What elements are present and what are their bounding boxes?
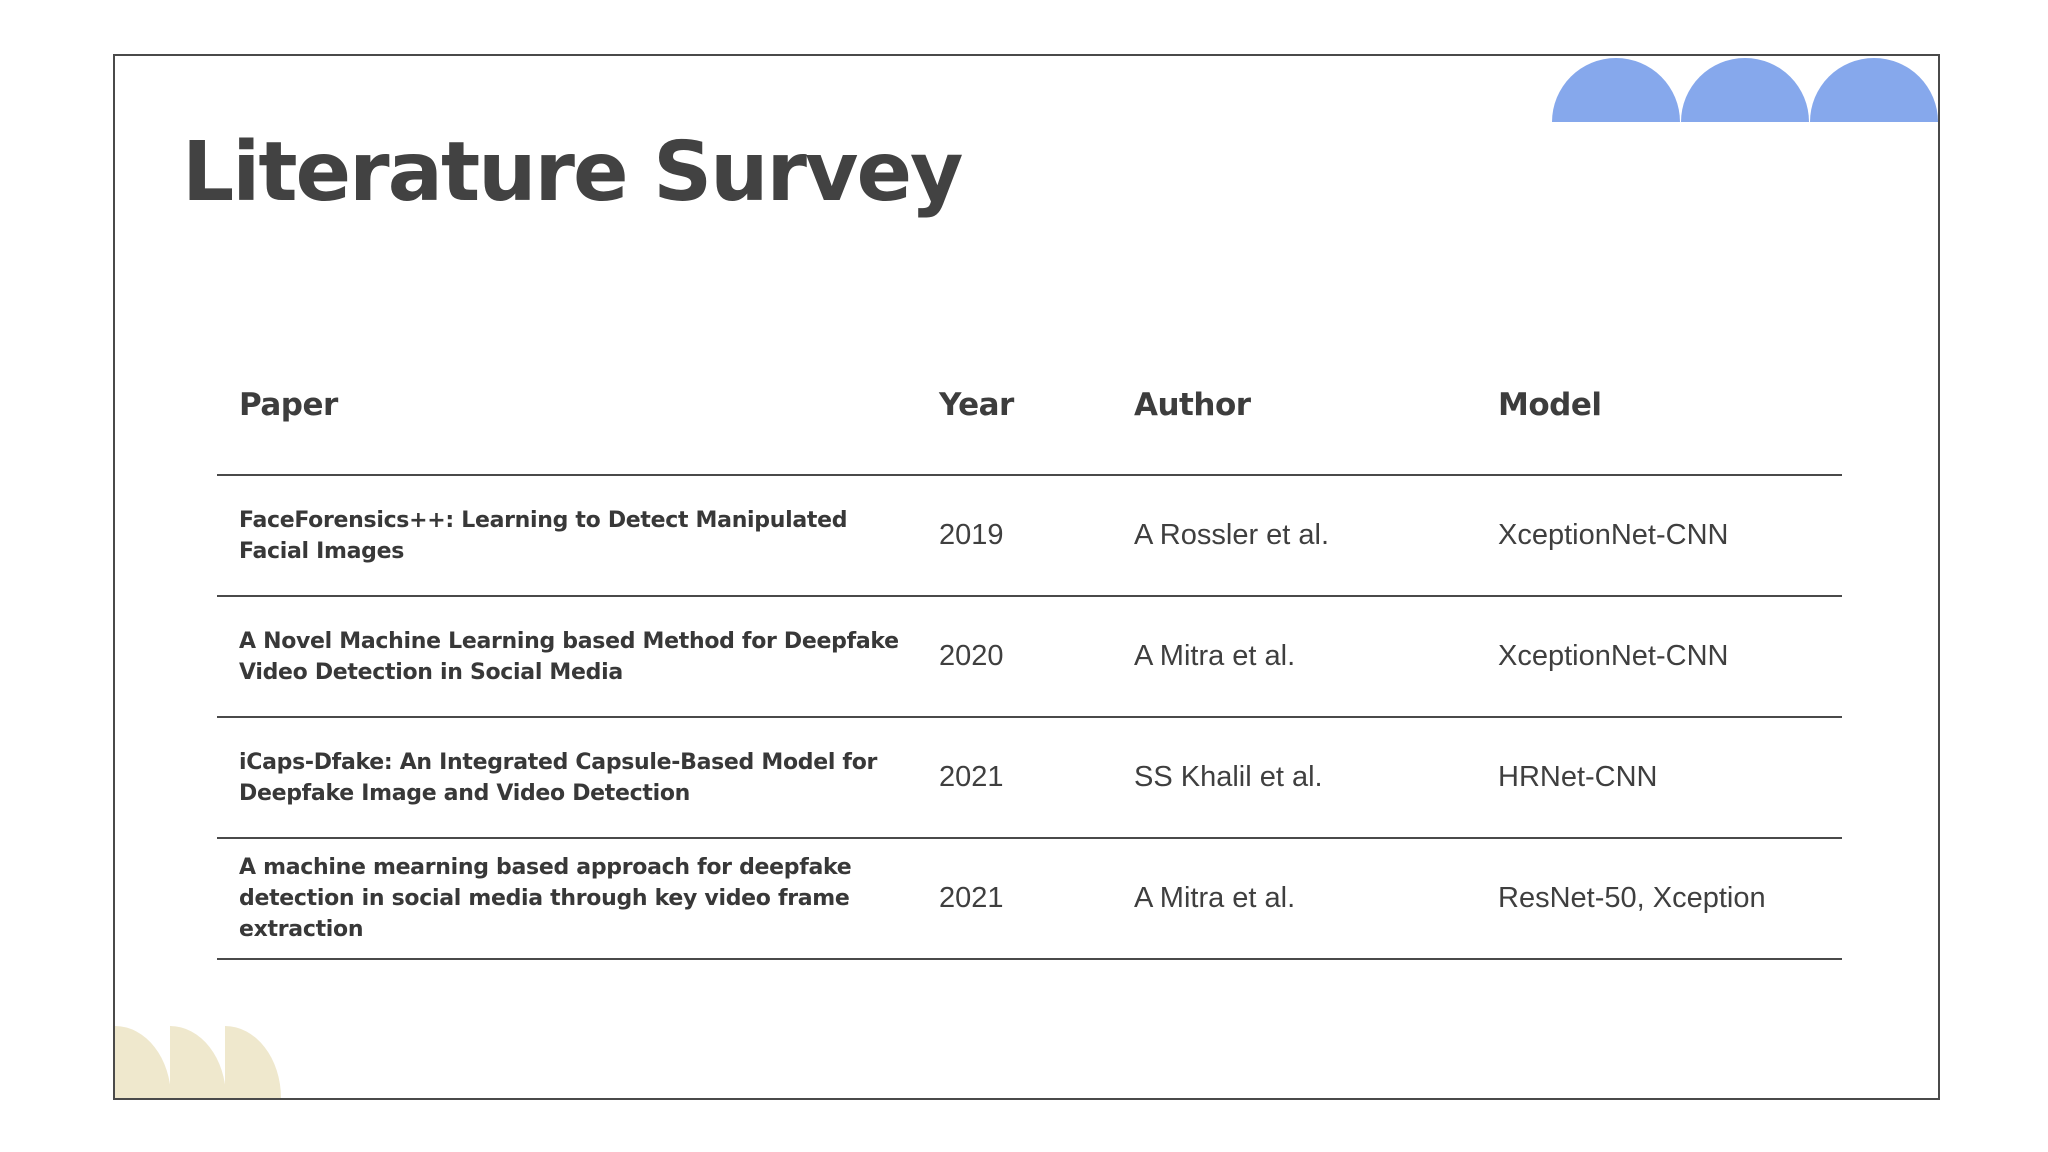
- paper-model: HRNet-CNN: [1498, 761, 1658, 793]
- cream-shape-1: [115, 1026, 171, 1098]
- cream-shape-3: [225, 1026, 281, 1098]
- paper-author: A Rossler et al.: [1134, 519, 1330, 551]
- paper-year: 2020: [939, 640, 1004, 672]
- table-row: [217, 597, 1842, 718]
- paper-author: A Mitra et al.: [1134, 640, 1296, 672]
- paper-title: FaceForensics++: Learning to Detect Manipulated Facial Images: [239, 507, 848, 564]
- paper-year: 2021: [939, 761, 1004, 793]
- table-header-row: [217, 336, 1842, 476]
- paper-model: XceptionNet-CNN: [1498, 519, 1729, 551]
- page-title: Literature Survey: [182, 125, 962, 220]
- blue-semicircle-1: [1552, 58, 1680, 122]
- paper-title: A machine mearning based approach for deepfake detection in social media through key video frame extraction: [239, 855, 852, 942]
- table-row: [217, 839, 1842, 960]
- header-author: Author: [1134, 387, 1251, 423]
- header-paper: Paper: [239, 387, 338, 423]
- blue-semicircle-2: [1681, 58, 1809, 122]
- paper-model: XceptionNet-CNN: [1498, 640, 1729, 672]
- paper-title: A Novel Machine Learning based Method for Deepfake Video Detection in Social Media: [239, 628, 899, 685]
- cream-quarter-circles-decoration: [115, 1026, 281, 1098]
- cream-shape-2: [170, 1026, 226, 1098]
- paper-title: iCaps-Dfake: An Integrated Capsule-Based Model for Deepfake Image and Video Detection: [239, 749, 878, 806]
- table-row: [217, 718, 1842, 839]
- slide-frame: [113, 54, 1940, 1100]
- paper-model: ResNet-50, Xception: [1498, 882, 1766, 914]
- paper-author: SS Khalil et al.: [1134, 761, 1323, 793]
- literature-table: [217, 336, 1842, 960]
- paper-year: 2019: [939, 519, 1004, 551]
- blue-semicircles-decoration: [1552, 56, 1938, 122]
- paper-year: 2021: [939, 882, 1004, 914]
- blue-semicircle-3: [1810, 58, 1938, 122]
- table-row: [217, 476, 1842, 597]
- paper-author: A Mitra et al.: [1134, 882, 1296, 914]
- header-year: Year: [939, 387, 1014, 423]
- header-model: Model: [1498, 387, 1602, 423]
